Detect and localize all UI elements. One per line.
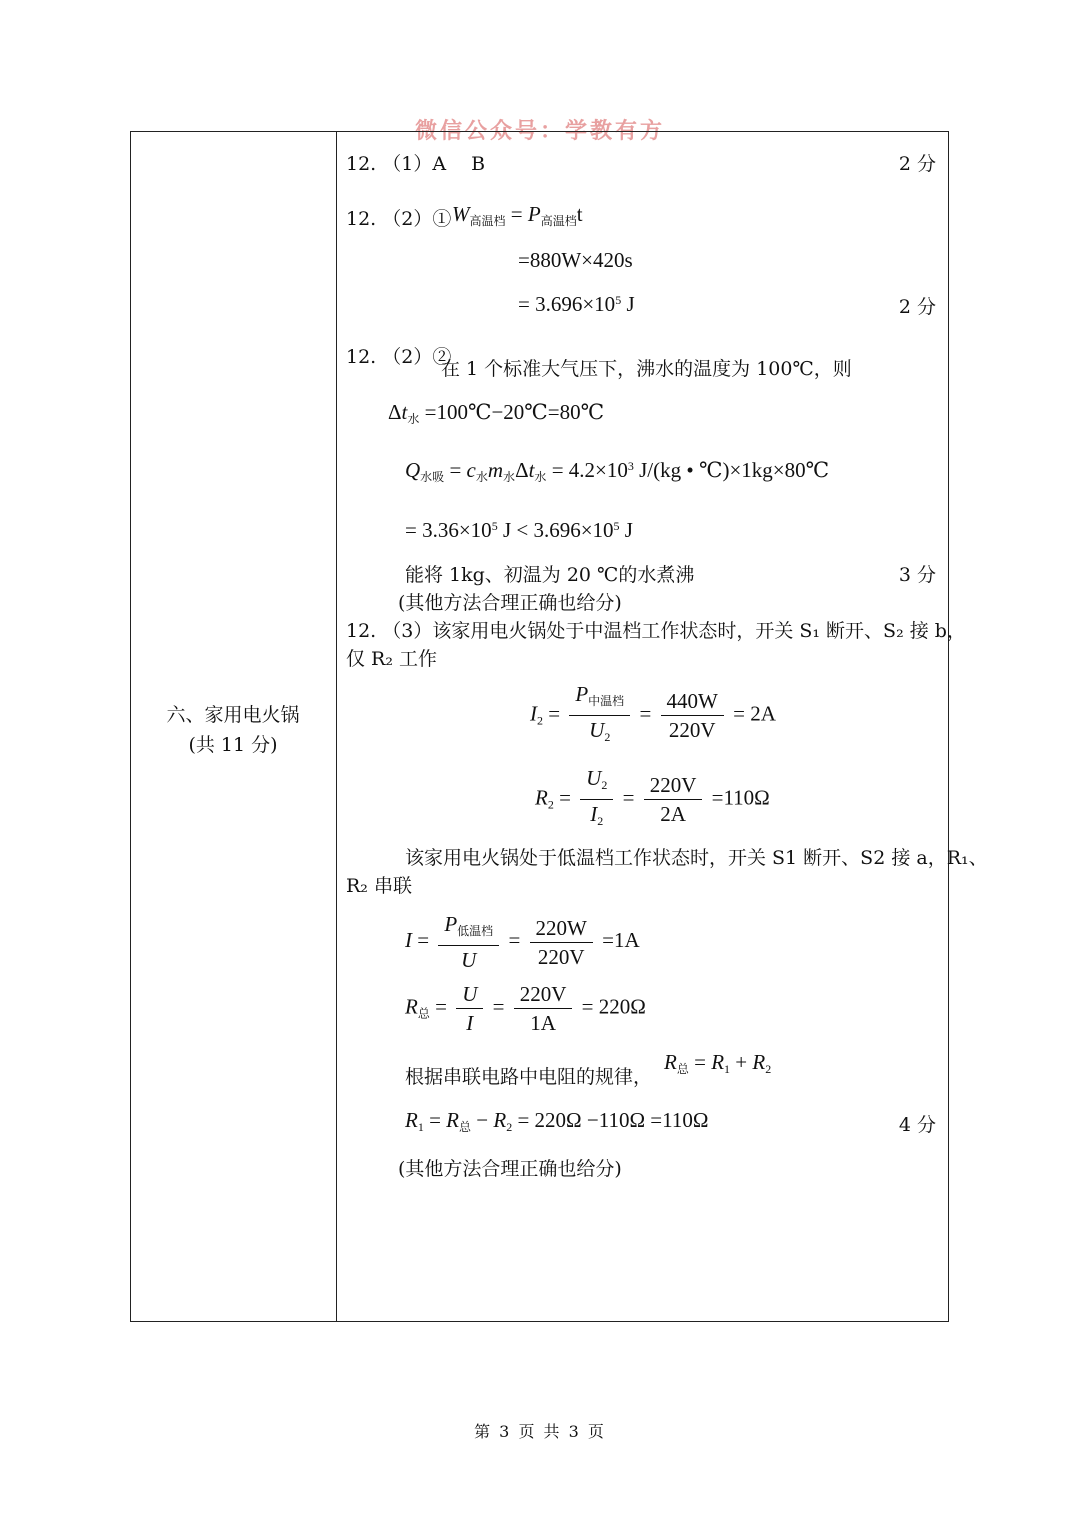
q12-3-current-low: I = $\frac{P_{低温档}}{U}$ = $\frac{220W}{220V}$ =1A — [405, 912, 640, 972]
q12-2b-compare: = $3.36\times 10^5$ $J < 3.696\times 10^5$ J — [405, 518, 633, 542]
q12-2b-conclusion: 能将 1kg、初温为 20 ℃的水煮沸 — [405, 564, 695, 586]
q12-3-r1: $R_1 = R_总 - R_2 = 220\Omega -110\Omega =110\Omega$ — [405, 1108, 709, 1134]
column-divider — [336, 131, 337, 1322]
q12-1-answer: 12. （1）A B — [346, 153, 486, 175]
q12-2b-label: 12. （2）② — [346, 346, 452, 368]
q12-3-low-line2: R₂ 串联 — [346, 875, 412, 897]
i-result: =1A — [602, 927, 640, 952]
q12-2a-formula: $W_{高温档} = P_{高温档}t$ — [452, 202, 583, 228]
q12-3-current-mid: $I_2$ = $\frac{P_{中温档}}{U_2}$ = $\frac{440W}{220V}$ = 2A — [530, 680, 776, 751]
q12-2b-score: 3 分 — [898, 564, 936, 586]
q12-2b-text: 在 1 个标准大气压下，沸水的温度为 100℃，则 — [441, 358, 852, 380]
frac-plow-over-u: $\frac{P_{低温档}}{U}$ — [438, 910, 499, 974]
heat-result: = 3.36×10 — [405, 518, 492, 542]
q12-3-series-formula: $R_总 = R_1 + R_2$ — [664, 1050, 772, 1076]
q12-3-line1: 12. （3）该家用电火锅处于中温档工作状态时，开关 S₁ 断开、S₂ 接 b， — [346, 620, 966, 642]
section-title: 六、家用电火锅 — [166, 704, 300, 726]
heat-unit: J/(kg • ℃)×1kg×80℃ — [633, 458, 830, 482]
q12-3-series-rule: 根据串联电路中电阻的规律， — [405, 1066, 653, 1088]
frac-u-over-i: $\frac{U_2}{I_2}$ — [580, 764, 613, 835]
r2-result: =110Ω — [711, 785, 770, 810]
q12-2b-heat: $Q_{水吸} = c_水m_水\Delta t_水 = 4.2\times 10^3$ J/(kg • ℃)×1kg×80℃ — [405, 458, 830, 484]
q12-2a-step1: =880W×420s — [518, 248, 633, 272]
q12-2b-note: (其他方法合理正确也给分) — [398, 592, 622, 614]
q12-2a-step2: = $3.696\times 10^5$ J — [518, 292, 635, 316]
q12-3-resistance-total: $R_总$ = $\frac{U}{I}$ = $\frac{220V}{1A}$ = 220Ω — [405, 982, 646, 1035]
frac-p-over-u: $\frac{P_{中温档}}{U_2}$ — [569, 680, 630, 751]
frac-r-total: $\frac{220V}{1A}$ — [514, 980, 573, 1037]
page-footer: 第 3 页 共 3 页 — [474, 1422, 606, 1441]
q12-3-note: (其他方法合理正确也给分) — [398, 1158, 622, 1180]
frac-u-over-i-total: $\frac{U}{I}$ — [456, 980, 483, 1037]
q12-2b-dt: $\Delta t_水$ =100℃−20℃=80℃ — [388, 400, 605, 426]
dt-value: =100℃−20℃=80℃ — [424, 400, 605, 424]
r-total-result: = 220Ω — [581, 994, 646, 1019]
frac-i2: $\frac{440W}{220V}$ — [661, 687, 724, 744]
frac-i: $\frac{220W}{220V}$ — [530, 914, 593, 971]
q12-2a-label: 12. （2）① — [346, 208, 452, 230]
watermark: 微信公众号：学教有方 — [414, 119, 665, 144]
frac-r2: $\frac{220V}{2A}$ — [644, 771, 703, 828]
heat-value: = 4.2×10 — [551, 458, 628, 482]
q12-2a-score: 2 分 — [898, 296, 936, 318]
q12-3-resistance-r2: $R_2$ = $\frac{U_2}{I_2}$ = $\frac{220V}{2A}$ =110Ω — [535, 764, 770, 835]
i2-result: = 2A — [733, 701, 776, 726]
r1-result: = 220Ω −110Ω =110Ω — [517, 1108, 709, 1132]
q12-1-score: 2 分 — [898, 153, 936, 175]
section-points: (共 11 分) — [188, 734, 278, 756]
q12-3-score: 4 分 — [898, 1114, 936, 1136]
q12-3-low-line1: 该家用电火锅处于低温档工作状态时，开关 S1 断开、S2 接 a，R₁、 — [405, 847, 988, 869]
q12-3-line2: 仅 R₂ 工作 — [346, 648, 438, 670]
